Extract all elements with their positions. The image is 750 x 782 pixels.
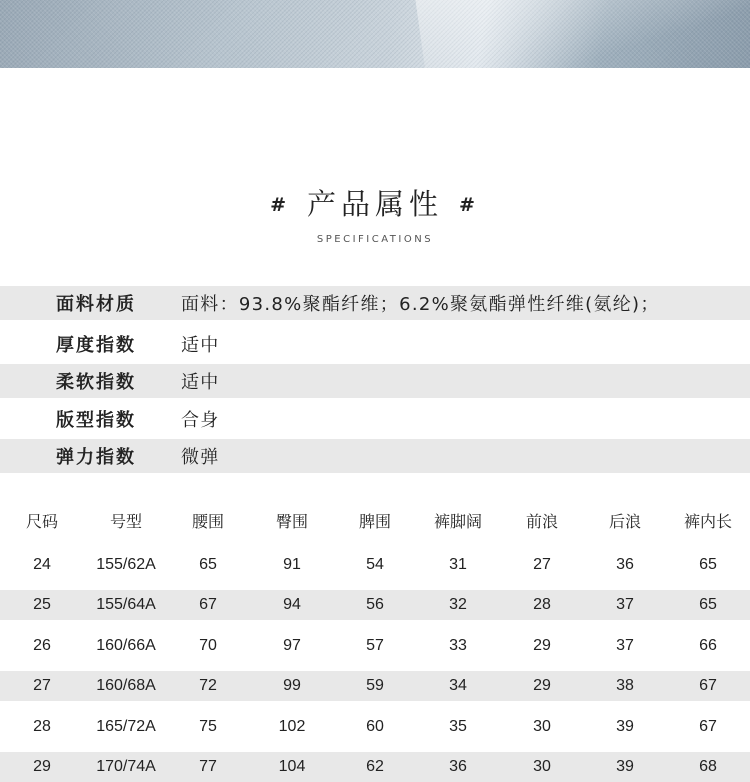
header-cell: 后浪	[608, 514, 641, 531]
table-cell: 170/74A	[96, 758, 156, 775]
table-cell: 39	[616, 758, 634, 775]
table-cell: 155/64A	[96, 596, 156, 613]
spec-label: 版型指数	[56, 410, 136, 431]
header-cell: 腰围	[191, 514, 224, 531]
spec-value: 适中	[181, 372, 220, 393]
table-cell: 30	[533, 758, 551, 775]
spec-value: 适中	[181, 335, 220, 356]
table-cell: 91	[283, 556, 301, 573]
table-cell: 160/66A	[96, 637, 156, 654]
spec-row-thickness	[0, 327, 750, 361]
table-cell: 68	[699, 758, 717, 775]
spec-value: 微弹	[181, 447, 220, 468]
table-cell: 28	[33, 718, 51, 735]
spec-row-elasticity	[0, 439, 750, 473]
table-row	[0, 590, 750, 620]
table-row	[0, 671, 750, 701]
table-cell: 34	[449, 677, 467, 694]
table-cell: 30	[533, 718, 551, 735]
table-cell: 24	[33, 556, 51, 573]
table-cell: 27	[33, 677, 51, 694]
table-cell: 26	[33, 637, 51, 654]
table-row	[0, 631, 750, 661]
table-cell: 60	[366, 718, 384, 735]
table-cell: 31	[449, 556, 467, 573]
table-cell: 32	[449, 596, 467, 613]
hash-right: #	[459, 194, 480, 216]
table-cell: 38	[616, 677, 634, 694]
section-subtitle: SPECIFICATIONS	[316, 234, 434, 245]
header-cell: 尺码	[25, 514, 58, 531]
table-cell: 67	[699, 677, 717, 694]
table-cell: 155/62A	[96, 556, 156, 573]
table-cell: 160/68A	[96, 677, 156, 694]
table-cell: 62	[366, 758, 384, 775]
header-cell: 裤内长	[683, 514, 732, 531]
header-cell: 号型	[109, 514, 142, 531]
table-cell: 33	[449, 637, 467, 654]
table-cell: 29	[533, 637, 551, 654]
spec-row-softness	[0, 364, 750, 398]
header-cell: 前浪	[525, 514, 558, 531]
header-cell: 脾围	[358, 514, 391, 531]
spec-label: 柔软指数	[56, 372, 136, 393]
section-title-text: 产品属性	[306, 187, 443, 221]
table-cell: 165/72A	[96, 718, 156, 735]
spec-value: 面料：93.8%聚酯纤维；6.2%聚氨酯弹性纤维(氨纶)；	[181, 294, 660, 315]
table-cell: 27	[533, 556, 551, 573]
section-title	[0, 182, 750, 223]
table-cell: 67	[199, 596, 217, 613]
table-cell: 29	[33, 758, 51, 775]
table-row	[0, 550, 750, 580]
table-header-row	[0, 508, 750, 538]
table-cell: 39	[616, 718, 634, 735]
spec-row-fabric	[0, 286, 750, 320]
table-cell: 99	[283, 677, 301, 694]
table-cell: 36	[449, 758, 467, 775]
spec-value: 合身	[181, 410, 220, 431]
table-row	[0, 712, 750, 742]
table-cell: 94	[283, 596, 301, 613]
table-cell: 37	[616, 637, 634, 654]
table-cell: 65	[199, 556, 217, 573]
table-cell: 65	[699, 596, 717, 613]
table-cell: 59	[366, 677, 384, 694]
table-cell: 75	[199, 718, 217, 735]
table-cell: 29	[533, 677, 551, 694]
fabric-banner-image	[0, 0, 750, 68]
table-cell: 37	[616, 596, 634, 613]
spec-label: 面料材质	[56, 294, 136, 315]
table-cell: 25	[33, 596, 51, 613]
table-cell: 66	[699, 637, 717, 654]
table-cell: 56	[366, 596, 384, 613]
table-row	[0, 752, 750, 782]
table-cell: 35	[449, 718, 467, 735]
table-cell: 67	[699, 718, 717, 735]
table-cell: 70	[199, 637, 217, 654]
hash-left: #	[270, 194, 291, 216]
spec-label: 厚度指数	[56, 335, 136, 356]
header-cell: 裤脚阔	[433, 514, 482, 531]
header-cell: 臀围	[275, 514, 308, 531]
table-cell: 97	[283, 637, 301, 654]
table-cell: 77	[199, 758, 217, 775]
table-cell: 65	[699, 556, 717, 573]
spec-label: 弹力指数	[56, 447, 136, 468]
table-cell: 57	[366, 637, 384, 654]
table-cell: 28	[533, 596, 551, 613]
table-cell: 54	[366, 556, 384, 573]
spec-row-fit	[0, 402, 750, 436]
table-cell: 72	[199, 677, 217, 694]
table-cell: 104	[278, 758, 306, 775]
table-cell: 102	[278, 718, 306, 735]
table-cell: 36	[616, 556, 634, 573]
